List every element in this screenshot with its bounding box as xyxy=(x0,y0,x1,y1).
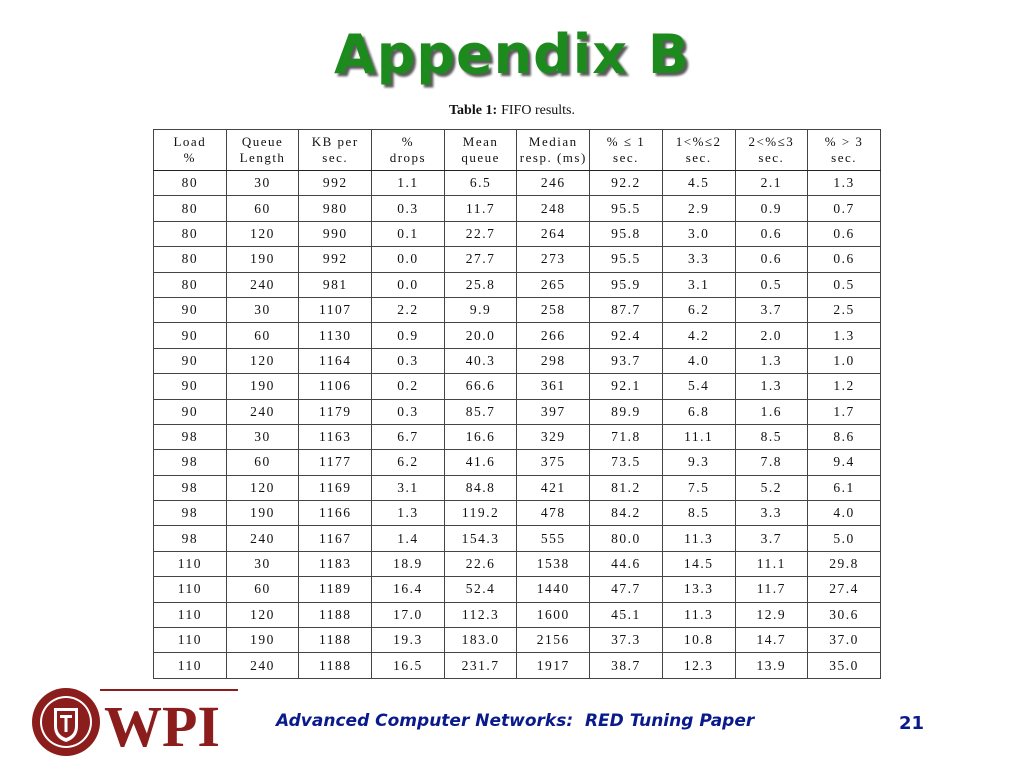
table-cell: 1.4 xyxy=(372,526,445,551)
table-cell: 14.7 xyxy=(735,628,808,653)
table-row xyxy=(154,450,881,475)
table-row xyxy=(154,272,881,297)
column-header xyxy=(372,130,445,171)
table-cell: 73.5 xyxy=(590,450,663,475)
table-cell: 80 xyxy=(154,196,227,221)
table-cell: 16.6 xyxy=(444,424,517,449)
table-cell: 183.0 xyxy=(444,628,517,653)
table-cell: 3.3 xyxy=(735,501,808,526)
table-cell: 9.4 xyxy=(808,450,881,475)
table-cell: 90 xyxy=(154,348,227,373)
table-cell: 92.1 xyxy=(590,374,663,399)
table-cell: 95.5 xyxy=(590,247,663,272)
table-cell: 240 xyxy=(226,399,299,424)
table-cell: 0.0 xyxy=(372,247,445,272)
table-cell: 110 xyxy=(154,551,227,576)
column-header xyxy=(299,130,372,171)
table-cell: 90 xyxy=(154,323,227,348)
table-row xyxy=(154,374,881,399)
table-cell: 8.6 xyxy=(808,424,881,449)
table-cell: 421 xyxy=(517,475,590,500)
table-cell: 4.0 xyxy=(662,348,735,373)
table-cell: 9.3 xyxy=(662,450,735,475)
table-row xyxy=(154,526,881,551)
table-cell: 84.8 xyxy=(444,475,517,500)
table-cell: 265 xyxy=(517,272,590,297)
table-cell: 1.7 xyxy=(808,399,881,424)
table-cell: 5.2 xyxy=(735,475,808,500)
table-cell: 37.0 xyxy=(808,628,881,653)
column-header-line: % xyxy=(183,150,197,165)
column-header xyxy=(808,130,881,171)
table-cell: 10.8 xyxy=(662,628,735,653)
table-cell: 1189 xyxy=(299,577,372,602)
column-header-line: Load xyxy=(173,134,207,149)
table-cell: 1167 xyxy=(299,526,372,551)
table-cell: 6.5 xyxy=(444,171,517,196)
table-cell: 80 xyxy=(154,272,227,297)
table-cell: 98 xyxy=(154,450,227,475)
table-cell: 0.2 xyxy=(372,374,445,399)
table-cell: 0.1 xyxy=(372,221,445,246)
wpi-seal-icon xyxy=(32,688,100,756)
table-cell: 45.1 xyxy=(590,602,663,627)
table-cell: 375 xyxy=(517,450,590,475)
table-cell: 1.2 xyxy=(808,374,881,399)
table-cell: 98 xyxy=(154,475,227,500)
table-cell: 60 xyxy=(226,323,299,348)
table-cell: 112.3 xyxy=(444,602,517,627)
table-cell: 0.9 xyxy=(372,323,445,348)
table-caption-label: Table 1: xyxy=(448,103,498,118)
table-cell: 1.1 xyxy=(372,171,445,196)
table-cell: 981 xyxy=(299,272,372,297)
table-cell: 397 xyxy=(517,399,590,424)
table-cell: 555 xyxy=(517,526,590,551)
table-cell: 273 xyxy=(517,247,590,272)
table-cell: 37.3 xyxy=(590,628,663,653)
table-cell: 1169 xyxy=(299,475,372,500)
table-cell: 3.1 xyxy=(662,272,735,297)
table-cell: 980 xyxy=(299,196,372,221)
table-cell: 190 xyxy=(226,247,299,272)
table-cell: 27.4 xyxy=(808,577,881,602)
fifo-results-table xyxy=(153,129,881,679)
table-cell: 6.2 xyxy=(662,297,735,322)
column-header-line: drops xyxy=(389,150,427,165)
table-caption xyxy=(0,103,1024,119)
table-row xyxy=(154,247,881,272)
table-cell: 3.7 xyxy=(735,297,808,322)
column-header-line: Mean xyxy=(462,134,499,149)
table-cell: 30 xyxy=(226,424,299,449)
table-cell: 992 xyxy=(299,171,372,196)
column-header xyxy=(226,130,299,171)
table-cell: 110 xyxy=(154,577,227,602)
table-cell: 3.1 xyxy=(372,475,445,500)
table-cell: 20.0 xyxy=(444,323,517,348)
table-cell: 92.4 xyxy=(590,323,663,348)
table-cell: 22.6 xyxy=(444,551,517,576)
table-cell: 1166 xyxy=(299,501,372,526)
table-row xyxy=(154,577,881,602)
table-cell: 990 xyxy=(299,221,372,246)
table-cell: 11.3 xyxy=(662,526,735,551)
table-cell: 240 xyxy=(226,272,299,297)
table-cell: 3.0 xyxy=(662,221,735,246)
table-cell: 14.5 xyxy=(662,551,735,576)
table-cell: 0.5 xyxy=(808,272,881,297)
table-cell: 110 xyxy=(154,602,227,627)
table-cell: 30.6 xyxy=(808,602,881,627)
column-header-line: sec. xyxy=(831,150,858,165)
table-cell: 1177 xyxy=(299,450,372,475)
column-header xyxy=(735,130,808,171)
table-cell: 81.2 xyxy=(590,475,663,500)
table-cell: 298 xyxy=(517,348,590,373)
table-cell: 98 xyxy=(154,526,227,551)
table-cell: 1164 xyxy=(299,348,372,373)
table-cell: 1188 xyxy=(299,628,372,653)
wpi-logo xyxy=(30,684,240,760)
table-row xyxy=(154,323,881,348)
column-header-line: % ≤ 1 xyxy=(606,134,646,149)
table-cell: 47.7 xyxy=(590,577,663,602)
table-cell: 110 xyxy=(154,653,227,679)
table-cell: 246 xyxy=(517,171,590,196)
table-cell: 8.5 xyxy=(662,501,735,526)
table-cell: 120 xyxy=(226,475,299,500)
table-cell: 110 xyxy=(154,628,227,653)
table-cell: 80 xyxy=(154,247,227,272)
column-header-line: Median xyxy=(528,134,578,149)
table-cell: 6.2 xyxy=(372,450,445,475)
table-cell: 1.3 xyxy=(808,323,881,348)
table-cell: 38.7 xyxy=(590,653,663,679)
table-cell: 1106 xyxy=(299,374,372,399)
table-cell: 98 xyxy=(154,424,227,449)
table-body xyxy=(154,171,881,679)
table-cell: 240 xyxy=(226,653,299,679)
table-row xyxy=(154,501,881,526)
table-cell: 18.9 xyxy=(372,551,445,576)
table-cell: 16.4 xyxy=(372,577,445,602)
table-cell: 85.7 xyxy=(444,399,517,424)
table-cell: 16.5 xyxy=(372,653,445,679)
table-cell: 2156 xyxy=(517,628,590,653)
table-cell: 1188 xyxy=(299,653,372,679)
column-header-line: KB per xyxy=(311,134,359,149)
table-cell: 84.2 xyxy=(590,501,663,526)
table-row xyxy=(154,348,881,373)
table-row xyxy=(154,221,881,246)
table-cell: 11.7 xyxy=(735,577,808,602)
table-cell: 11.7 xyxy=(444,196,517,221)
table-cell: 190 xyxy=(226,501,299,526)
table-cell: 1.3 xyxy=(808,171,881,196)
table-cell: 41.6 xyxy=(444,450,517,475)
table-cell: 30 xyxy=(226,551,299,576)
table-cell: 0.3 xyxy=(372,399,445,424)
column-header-line: sec. xyxy=(322,150,349,165)
table-cell: 89.9 xyxy=(590,399,663,424)
column-header-line: queue xyxy=(461,150,500,165)
table-cell: 1.3 xyxy=(735,374,808,399)
table-row xyxy=(154,424,881,449)
table-row xyxy=(154,653,881,679)
table-cell: 264 xyxy=(517,221,590,246)
table-row xyxy=(154,297,881,322)
table-cell: 80.0 xyxy=(590,526,663,551)
table-cell: 120 xyxy=(226,221,299,246)
table-cell: 90 xyxy=(154,374,227,399)
table-cell: 92.2 xyxy=(590,171,663,196)
page-number: 21 xyxy=(899,713,925,734)
column-header-line: sec. xyxy=(685,150,712,165)
table-cell: 1600 xyxy=(517,602,590,627)
table-cell: 0.7 xyxy=(808,196,881,221)
table-cell: 9.9 xyxy=(444,297,517,322)
table-cell: 60 xyxy=(226,450,299,475)
column-header-line: % xyxy=(401,134,415,149)
table-cell: 4.2 xyxy=(662,323,735,348)
table-cell: 154.3 xyxy=(444,526,517,551)
table-cell: 80 xyxy=(154,171,227,196)
table-cell: 7.5 xyxy=(662,475,735,500)
table-cell: 992 xyxy=(299,247,372,272)
table-cell: 30 xyxy=(226,171,299,196)
column-header xyxy=(444,130,517,171)
table-row xyxy=(154,171,881,196)
table-cell: 0.9 xyxy=(735,196,808,221)
column-header-line: Length xyxy=(239,150,286,165)
table-cell: 1.0 xyxy=(808,348,881,373)
table-cell: 1.3 xyxy=(735,348,808,373)
table-cell: 87.7 xyxy=(590,297,663,322)
table-cell: 5.4 xyxy=(662,374,735,399)
table-cell: 0.3 xyxy=(372,196,445,221)
table-cell: 2.9 xyxy=(662,196,735,221)
table-cell: 71.8 xyxy=(590,424,663,449)
table-cell: 95.8 xyxy=(590,221,663,246)
table-cell: 11.1 xyxy=(735,551,808,576)
table-cell: 258 xyxy=(517,297,590,322)
column-header-line: 2<%≤3 xyxy=(748,134,795,149)
table-cell: 60 xyxy=(226,196,299,221)
table-cell: 12.3 xyxy=(662,653,735,679)
table-cell: 1179 xyxy=(299,399,372,424)
table-cell: 90 xyxy=(154,399,227,424)
table-cell: 11.3 xyxy=(662,602,735,627)
table-cell: 266 xyxy=(517,323,590,348)
table-cell: 0.6 xyxy=(735,247,808,272)
table-row xyxy=(154,399,881,424)
table-cell: 2.5 xyxy=(808,297,881,322)
column-header-line: sec. xyxy=(613,150,639,165)
table-header-row xyxy=(154,130,881,171)
column-header xyxy=(517,130,590,171)
table-cell: 1.6 xyxy=(735,399,808,424)
table-cell: 0.6 xyxy=(735,221,808,246)
table-cell: 4.5 xyxy=(662,171,735,196)
table-row xyxy=(154,602,881,627)
table-cell: 1.3 xyxy=(372,501,445,526)
table-cell: 52.4 xyxy=(444,577,517,602)
table-cell: 98 xyxy=(154,501,227,526)
table-cell: 0.0 xyxy=(372,272,445,297)
table-cell: 11.1 xyxy=(662,424,735,449)
table-row xyxy=(154,628,881,653)
table-cell: 27.7 xyxy=(444,247,517,272)
slide-title: Appendix B xyxy=(333,23,691,86)
table-cell: 0.6 xyxy=(808,247,881,272)
table-cell: 1188 xyxy=(299,602,372,627)
table-cell: 5.0 xyxy=(808,526,881,551)
table-cell: 7.8 xyxy=(735,450,808,475)
table-cell: 1183 xyxy=(299,551,372,576)
table-cell: 3.3 xyxy=(662,247,735,272)
table-cell: 29.8 xyxy=(808,551,881,576)
table-cell: 240 xyxy=(226,526,299,551)
column-header xyxy=(590,130,663,171)
table-cell: 0.6 xyxy=(808,221,881,246)
table-cell: 119.2 xyxy=(444,501,517,526)
table-cell: 13.3 xyxy=(662,577,735,602)
table-cell: 190 xyxy=(226,374,299,399)
table-cell: 6.8 xyxy=(662,399,735,424)
wpi-logo-text: WPI xyxy=(104,694,220,759)
table-cell: 35.0 xyxy=(808,653,881,679)
table-cell: 6.1 xyxy=(808,475,881,500)
table-cell: 190 xyxy=(226,628,299,653)
table-cell: 90 xyxy=(154,297,227,322)
table-cell: 0.3 xyxy=(372,348,445,373)
table-cell: 1163 xyxy=(299,424,372,449)
table-cell: 0.5 xyxy=(735,272,808,297)
table-cell: 120 xyxy=(226,348,299,373)
column-header-line: resp. (ms) xyxy=(519,150,587,165)
table-cell: 2.0 xyxy=(735,323,808,348)
table-cell: 95.5 xyxy=(590,196,663,221)
table-cell: 30 xyxy=(226,297,299,322)
table-cell: 13.9 xyxy=(735,653,808,679)
table-cell: 17.0 xyxy=(372,602,445,627)
table-row xyxy=(154,551,881,576)
table-cell: 25.8 xyxy=(444,272,517,297)
column-header xyxy=(154,130,227,171)
table-cell: 4.0 xyxy=(808,501,881,526)
table-cell: 80 xyxy=(154,221,227,246)
table-cell: 12.9 xyxy=(735,602,808,627)
column-header xyxy=(662,130,735,171)
table-cell: 361 xyxy=(517,374,590,399)
table-cell: 1538 xyxy=(517,551,590,576)
table-cell: 2.1 xyxy=(735,171,808,196)
footer-text: Advanced Computer Networks: RED Tuning Paper xyxy=(276,711,755,731)
column-header-line: Queue xyxy=(241,134,284,149)
column-header-line: % > 3 xyxy=(824,134,864,149)
table-row xyxy=(154,475,881,500)
table-cell: 60 xyxy=(226,577,299,602)
table-cell: 95.9 xyxy=(590,272,663,297)
table-cell: 93.7 xyxy=(590,348,663,373)
table-cell: 44.6 xyxy=(590,551,663,576)
table-cell: 248 xyxy=(517,196,590,221)
table-cell: 1440 xyxy=(517,577,590,602)
table-cell: 8.5 xyxy=(735,424,808,449)
table-cell: 1107 xyxy=(299,297,372,322)
column-header-line: sec. xyxy=(758,150,785,165)
table-cell: 66.6 xyxy=(444,374,517,399)
table-cell: 478 xyxy=(517,501,590,526)
table-cell: 3.7 xyxy=(735,526,808,551)
table-cell: 329 xyxy=(517,424,590,449)
table-row xyxy=(154,196,881,221)
table-cell: 6.7 xyxy=(372,424,445,449)
table-cell: 2.2 xyxy=(372,297,445,322)
table-cell: 1130 xyxy=(299,323,372,348)
table-cell: 40.3 xyxy=(444,348,517,373)
column-header-line: 1<%≤2 xyxy=(675,134,722,149)
table-cell: 1917 xyxy=(517,653,590,679)
table-caption-text: FIFO results. xyxy=(501,103,576,118)
table-cell: 22.7 xyxy=(444,221,517,246)
table-cell: 231.7 xyxy=(444,653,517,679)
table-cell: 19.3 xyxy=(372,628,445,653)
table-cell: 120 xyxy=(226,602,299,627)
